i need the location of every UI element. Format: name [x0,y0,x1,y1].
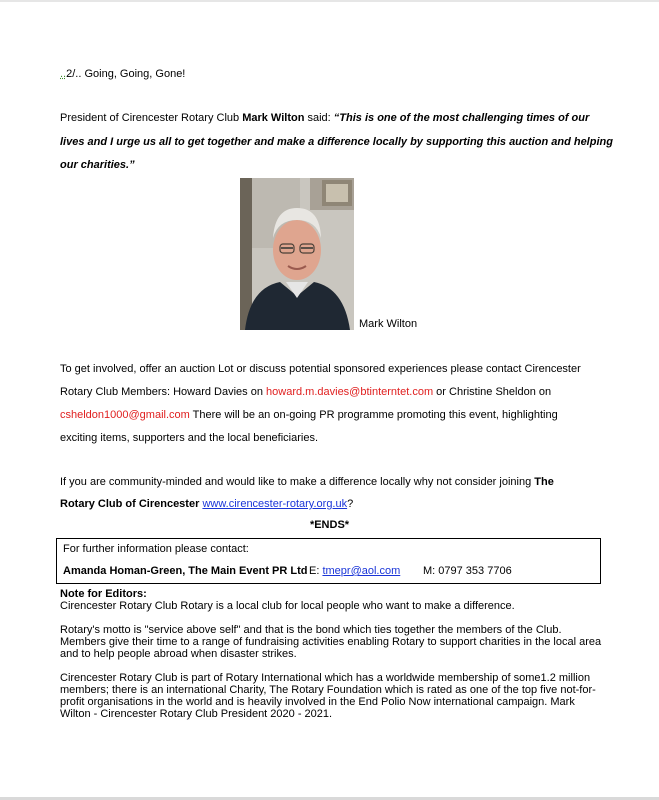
notes-for-editors [60,588,605,732]
page-top-edge [0,0,659,2]
involve-contact-or: or Christine Sheldon on [433,386,552,398]
involve-line-2 [60,385,551,399]
quote-speaker-name: Mark Wilton [242,112,305,124]
contact-email-row [309,565,400,577]
portrait-illustration [240,178,354,330]
involve-contact-intro: Rotary Club Members: Howard Davies on [60,386,267,398]
quote-line-3: our charities.” [60,159,135,171]
notes-paragraph-3: Cirencester Rotary Club is part of Rotary International which has a worldwide membership of some1.2 million members; there is an international Charity, The Rotary Foundation which is rated as one of the top five not-for-profit organisations in the world and is heavily involved in the End Polio Now international campaign. Mark Wilton - Cirencester Rotary Club President 2020 - 2021. [60,672,596,720]
notes-heading: Note for Editors: [60,588,147,600]
involve-line-4: exciting items, supporters and the local beneficiaries. [60,432,319,444]
contact-name: Amanda Homan-Green, The Main Event PR Ltd [63,565,308,577]
notes-paragraph-2: Rotary's motto is "service above self" and that is the bond which ties together the members of the Club. Members give their time to a range of fundraising activities enabling Rotary to support charities in the local area and to help people abroad when disaster strikes. [60,624,602,660]
contact-email-label: E: [309,565,323,577]
quote-line-2: lives and I urge us all to get together and make a difference locally by supporting this auction and helping [60,136,613,148]
contact-email-link[interactable]: tmepr@aol.com [322,565,401,577]
involve-line-3 [60,408,558,422]
email-christine-sheldon[interactable]: csheldon1000@gmail.com [60,409,190,421]
contact-intro: For further information please contact: [63,543,249,555]
notes-paragraph-1: Cirencester Rotary Club Rotary is a local club for local people who want to make a difference. [60,600,515,612]
quote-intro: President of Cirencester Rotary Club [60,112,243,124]
page-reference [60,67,185,81]
page-ref-title: 2/.. Going, Going, Gone! [66,68,186,80]
quote-said: said: [304,112,334,124]
join-question-mark: ? [347,498,354,510]
page-ref-prefix: .. [60,68,67,80]
join-text: If you are community-minded and would like to make a difference locally why not consider joining [60,476,535,488]
quote-line-1 [60,111,589,125]
email-howard-davies[interactable]: howard.m.davies@btinterntet.com [266,386,434,398]
photo-caption: Mark Wilton [359,318,418,330]
rotary-website-link[interactable]: www.cirencester-rotary.org.uk [202,498,348,510]
contact-box [56,538,601,584]
involve-pr-text: There will be an on-going PR programme promoting this event, highlighting [189,409,558,421]
involve-line-1: To get involved, offer an auction Lot or discuss potential sponsored experiences please contact Cirencester [60,363,581,375]
join-club-name-start: The [534,476,554,488]
contact-mobile: M: 0797 353 7706 [423,565,512,577]
portrait-photo [240,178,354,330]
join-line-2 [60,497,353,511]
join-line-1 [60,475,554,489]
ends-marker: *ENDS* [309,519,350,531]
quote-text-1: “This is one of the most challenging times of our [333,112,590,124]
join-club-name: Rotary Club of Cirencester [60,498,200,510]
